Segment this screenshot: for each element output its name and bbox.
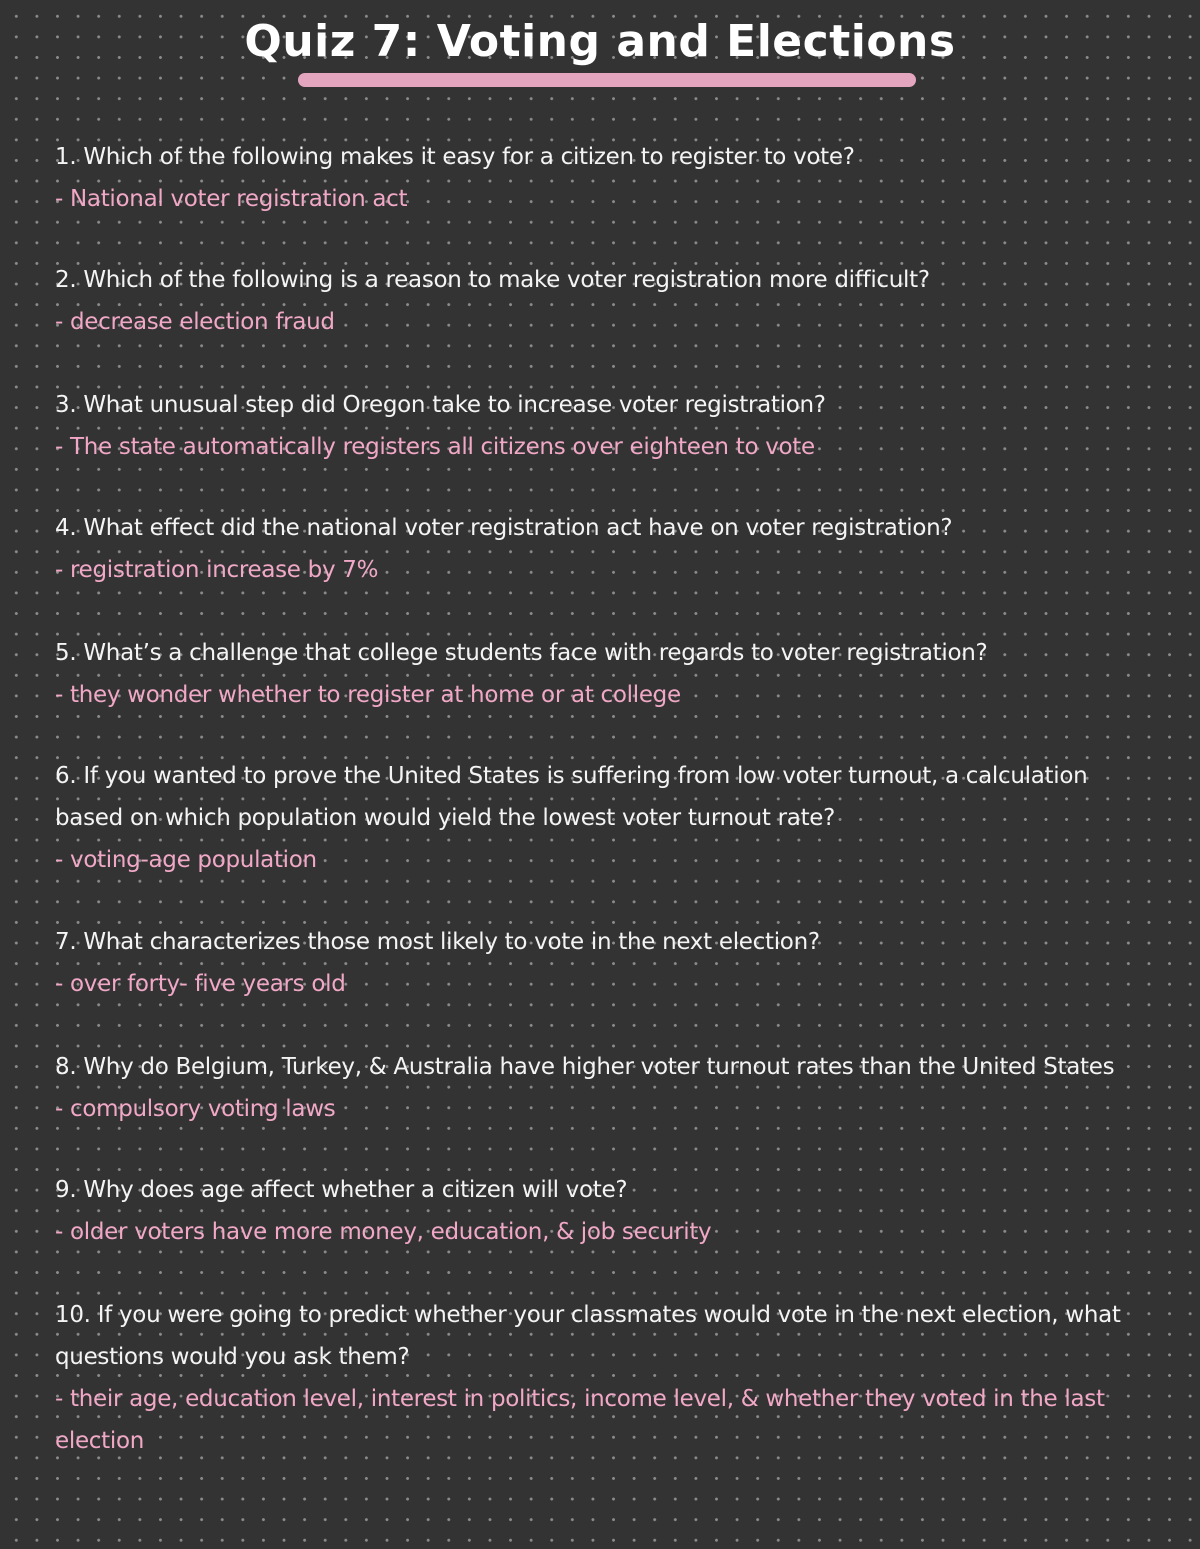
quiz-item-6: [55, 755, 1135, 881]
question-text: 3. What unusual step did Oregon take to increase voter registration?: [55, 392, 826, 418]
quiz-item-3: [55, 384, 1135, 468]
question-text: 6. If you wanted to prove the United States is suffering from low voter turnout, a calculation based on which population would yield the lowest voter turnout rate?: [55, 763, 1088, 831]
quiz-item-2: [55, 259, 1135, 343]
answer-text: - decrease election fraud: [55, 309, 335, 335]
question-text: 2. Which of the following is a reason to make voter registration more difficult?: [55, 267, 930, 293]
quiz-item-7: [55, 921, 1135, 1005]
answer-text: - voting-age population: [55, 847, 317, 873]
question-text: 10. If you were going to predict whether your classmates would vote in the next election, what questions would you ask them?: [55, 1302, 1121, 1370]
quiz-item-5: [55, 632, 1135, 716]
answer-text: - The state automatically registers all citizens over eighteen to vote: [55, 434, 815, 460]
answer-text: - over forty- five years old: [55, 971, 346, 997]
answer-text: - their age, education level, interest in politics, income level, & whether they voted in the last election: [55, 1386, 1105, 1454]
question-text: 8. Why do Belgium, Turkey, & Australia have higher voter turnout rates than the United States: [55, 1054, 1115, 1080]
quiz-item-1: [55, 136, 1135, 220]
answer-text: - older voters have more money, education, & job security: [55, 1219, 712, 1245]
quiz-item-9: [55, 1169, 1135, 1253]
quiz-item-10: [55, 1294, 1135, 1462]
quiz-item-4: [55, 507, 1135, 591]
question-text: 7. What characterizes those most likely to vote in the next election?: [55, 929, 820, 955]
quiz-item-8: [55, 1046, 1135, 1130]
title-underline: [298, 73, 916, 87]
answer-text: - they wonder whether to register at home or at college: [55, 682, 681, 708]
question-text: 5. What’s a challenge that college students face with regards to voter registration?: [55, 640, 988, 666]
answer-text: - compulsory voting laws: [55, 1096, 336, 1122]
question-text: 9. Why does age affect whether a citizen will vote?: [55, 1177, 628, 1203]
answer-text: - National voter registration act: [55, 186, 408, 212]
question-text: 1. Which of the following makes it easy for a citizen to register to vote?: [55, 144, 855, 170]
question-text: 4. What effect did the national voter registration act have on voter registration?: [55, 515, 953, 541]
answer-text: - registration increase by 7%: [55, 557, 379, 583]
page-title: Quiz 7: Voting and Elections: [244, 16, 956, 67]
